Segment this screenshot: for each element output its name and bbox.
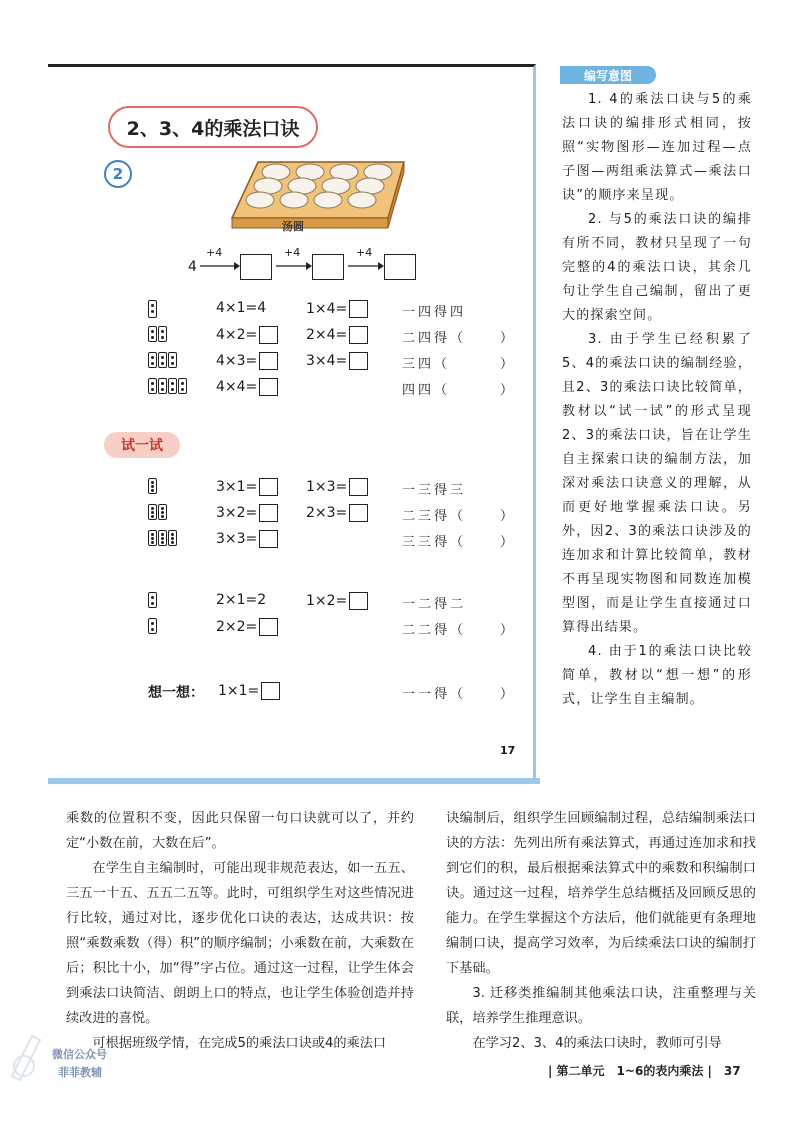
commentary-right-column <box>446 806 756 1056</box>
equation-text: 1×4= <box>306 301 348 317</box>
step-label: +4 <box>284 246 301 259</box>
commentary-paragraph: 乘数的位置积不变，因此只保留一句口诀就可以了，并约定“小数在前，大数在后”。 <box>66 811 414 851</box>
dot-cards-2 <box>148 504 168 520</box>
dot-card-icon <box>158 378 167 394</box>
equation-text: 3×1= <box>216 479 258 495</box>
answer-box[interactable] <box>349 326 368 344</box>
answer-box[interactable] <box>349 592 368 610</box>
dot-card-icon <box>148 378 157 394</box>
close-paren: ） <box>500 687 514 702</box>
equation-with-box <box>216 378 278 396</box>
equation-text: 2×3= <box>306 505 348 521</box>
dot-card-icon <box>148 300 157 318</box>
answer-box[interactable] <box>384 254 416 280</box>
equation-text: 3×3= <box>216 531 258 547</box>
rhyme: 三四（ <box>402 357 451 372</box>
equation-text: 4×2= <box>216 327 258 343</box>
dot-cards-1 <box>148 592 158 608</box>
textbook-page-bottom-edge <box>48 778 540 784</box>
dot-card-icon <box>148 478 157 494</box>
equation-with-box <box>306 592 368 610</box>
equation-text: 1×2= <box>306 593 348 609</box>
rhyme: 一一得（ <box>402 687 467 702</box>
answer-box[interactable] <box>261 682 280 700</box>
equation: 4×1=4 <box>216 300 267 316</box>
equation-with-box <box>306 352 368 370</box>
sequence-start: 4 <box>188 259 197 275</box>
equation-text: 2×2= <box>216 619 258 635</box>
dot-cards-3 <box>148 530 178 546</box>
equation-with-box <box>306 326 368 344</box>
rhyme: 一三得三 <box>402 483 467 498</box>
watermark-line2: 菲菲教辅 <box>58 1066 102 1079</box>
arrow-icon <box>348 260 384 272</box>
dot-card-icon <box>148 326 157 342</box>
dot-card-icon <box>158 504 167 520</box>
commentary-paragraph: 诀编制后，组织学生回顾编制过程，总结编制乘法口诀的方法：先列出所有乘法算式，再通过连加求和找到它们的积，最后根据乘法算式中的乘数和积编制口诀。通过这一过程，培养学生总结概括及回顾反思的能力。在学生掌握这个方法后，他们就能更有条理地编制口诀，提高学习效率，为后续乘法口诀的编制打下基础。 <box>446 811 756 976</box>
answer-box[interactable] <box>349 478 368 496</box>
equation-with-box <box>306 300 368 318</box>
dot-card-icon <box>158 352 167 368</box>
answer-box[interactable] <box>259 504 278 522</box>
rhyme: 一二得二 <box>402 597 467 612</box>
equation-with-box <box>216 504 278 522</box>
dot-cards-1 <box>148 300 158 318</box>
answer-box[interactable] <box>349 352 368 370</box>
answer-box[interactable] <box>259 378 278 396</box>
answer-box[interactable] <box>349 504 368 522</box>
equation-with-box <box>216 530 278 548</box>
equation-with-box <box>216 326 278 344</box>
close-paren: ） <box>500 357 514 372</box>
addition-sequence <box>188 246 428 282</box>
dot-card-icon <box>148 352 157 368</box>
equation-with-box <box>306 478 368 496</box>
answer-box[interactable] <box>259 478 278 496</box>
dot-card-icon <box>148 592 157 608</box>
lesson-title: 2、3、4的乘法口诀 <box>108 106 318 148</box>
example-number: 2 <box>104 160 132 188</box>
intent-badge: 编写意图 <box>560 66 656 84</box>
close-paren: ） <box>500 535 514 550</box>
equation-text: 3×2= <box>216 505 258 521</box>
equation-with-box <box>218 682 280 700</box>
answer-box[interactable] <box>259 326 278 344</box>
try-it-label: 试一试 <box>104 432 180 458</box>
close-paren: ） <box>500 383 514 398</box>
page-footer: | 第二单元 1~6的表内乘法 | 37 <box>548 1064 741 1078</box>
equation-text: 4×4= <box>216 379 258 395</box>
equation-with-box <box>216 618 278 636</box>
rhyme: 二四得（ <box>402 331 467 346</box>
intent-paragraph: 1. 4的乘法口诀与5的乘法口诀的编排形式相同，按照“实物图形—连加过程—点子图—两组乘法算式—乘法口诀”的顺序来呈现。 <box>562 92 752 203</box>
answer-box[interactable] <box>240 254 272 280</box>
equation-text: 1×3= <box>306 479 348 495</box>
tangyuan-tray-illustration <box>228 156 408 234</box>
dot-cards-4 <box>148 378 188 394</box>
dot-cards-1 <box>148 478 158 494</box>
equation-text: 2×4= <box>306 327 348 343</box>
intent-paragraph: 3. 由于学生已经积累了5、4的乘法口诀的编制经验，且2、3的乘法口诀比较简单，教材以“试一试”的形式呈现2、3的乘法口诀，旨在让学生自主探索口诀的编制方法，加深对乘法口诀意义的理解，从而更好地掌握乘法口诀。另外，因2、3的乘法口诀涉及的连加求和计算比较简单，教材不再呈现实物图和同数连加模型图，而是让学生直接通过口算得出结果。 <box>562 332 752 635</box>
equation-with-box <box>216 352 278 370</box>
equation-with-box <box>216 478 278 496</box>
watermark-line1: 微信公众号 <box>52 1048 107 1061</box>
commentary-paragraph: 可根据班级学情，在完成5的乘法口诀或4的乘法口 <box>92 1036 387 1051</box>
dot-cards-3 <box>148 352 178 368</box>
intent-paragraph: 4. 由于1的乘法口诀比较简单，教材以“想一想”的形式，让学生自主编制。 <box>562 644 752 707</box>
tray-label: 汤圆 <box>282 220 304 233</box>
dot-card-icon <box>168 378 177 394</box>
dot-card-icon <box>158 326 167 342</box>
dot-cards-2 <box>148 618 158 634</box>
commentary-paragraph: 在学生自主编制时，可能出现非规范表达，如一五五、三五一十五、五五二五等。此时，可组织学生对这些情况进行比较，通过对比，逐步优化口诀的表达，达成共识：按照“乘数乘数（得）积”的顺序编制；小乘数在前，大乘数在后；积比十小，加“得”字占位。通过这一过程，让学生体会到乘法口诀简洁、朗朗上口的特点，也让学生体验创造并持续改进的喜悦。 <box>66 861 414 1026</box>
textbook-page-number: 17 <box>500 744 516 757</box>
equation-text: 3×4= <box>306 353 348 369</box>
step-label: +4 <box>206 246 223 259</box>
equation-text: 4×3= <box>216 353 258 369</box>
answer-box[interactable] <box>349 300 368 318</box>
equation: 2×1=2 <box>216 592 267 608</box>
dot-cards-2 <box>148 326 168 342</box>
rhyme: 二三得（ <box>402 509 467 524</box>
dot-card-icon <box>178 378 187 394</box>
rhyme: 一四得四 <box>402 305 467 320</box>
close-paren: ） <box>500 623 514 638</box>
answer-box[interactable] <box>259 352 278 370</box>
dot-card-icon <box>168 530 177 546</box>
dot-card-icon <box>148 504 157 520</box>
answer-box[interactable] <box>312 254 344 280</box>
arrow-icon <box>200 260 240 272</box>
rhyme: 三三得（ <box>402 535 467 550</box>
dot-card-icon <box>168 352 177 368</box>
intent-notes <box>562 88 752 712</box>
commentary-paragraph: 在学习2、3、4的乘法口诀时，教师可引导 <box>472 1036 722 1051</box>
dot-card-icon <box>148 530 157 546</box>
answer-box[interactable] <box>259 530 278 548</box>
commentary-paragraph: 3. 迁移类推编制其他乘法口诀，注重整理与关联，培养学生推理意识。 <box>446 986 756 1026</box>
commentary-left-column <box>66 806 414 1056</box>
dot-card-icon <box>158 530 167 546</box>
equation-with-box <box>306 504 368 522</box>
think-label: 想一想： <box>148 685 204 701</box>
close-paren: ） <box>500 509 514 524</box>
intent-paragraph: 2. 与5的乘法口诀的编排有所不同，教材只呈现了一句完整的4的乘法口诀，其余几句让学生自己编制，留出了更大的探索空间。 <box>562 212 752 323</box>
arrow-icon <box>276 260 312 272</box>
close-paren: ） <box>500 331 514 346</box>
equation-text: 1×1= <box>218 683 260 699</box>
rhyme: 二二得（ <box>402 623 467 638</box>
dot-card-icon <box>148 618 157 634</box>
step-label: +4 <box>356 246 373 259</box>
answer-box[interactable] <box>259 618 278 636</box>
rhyme: 四四（ <box>402 383 451 398</box>
